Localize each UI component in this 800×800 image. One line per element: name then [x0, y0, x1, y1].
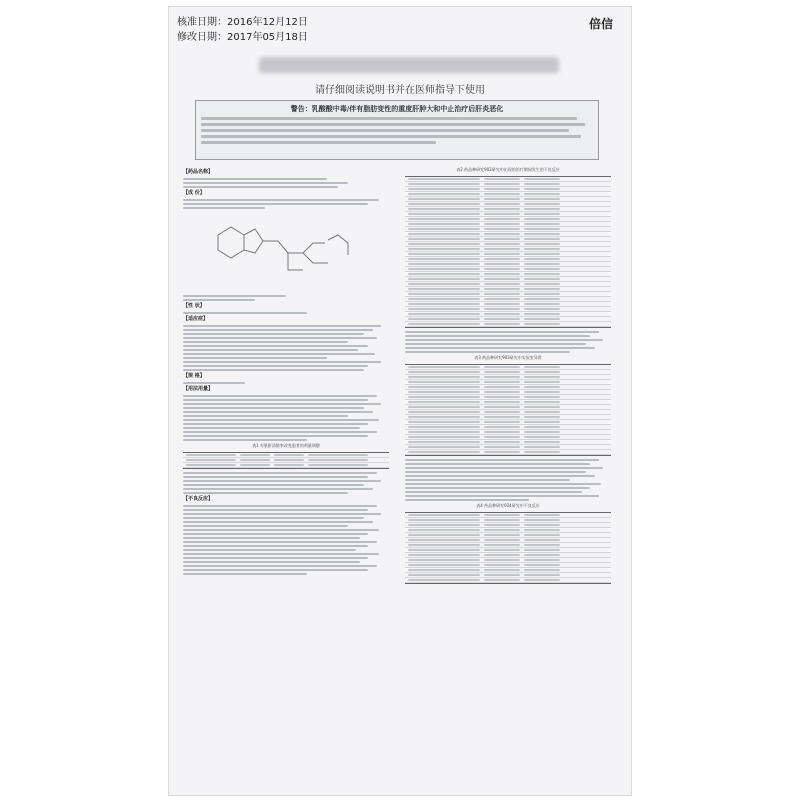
instructions-subtitle: 请仔细阅读说明书并在医师指导下使用	[315, 85, 485, 96]
chemical-structure-image	[203, 215, 353, 285]
section-heading: 【不良反应】	[183, 496, 214, 502]
study-934-table	[405, 512, 611, 584]
section-heading: 【性 状】	[183, 303, 205, 309]
approval-date: 核准日期：2016年12月12日	[177, 17, 308, 28]
table-row	[405, 578, 611, 583]
section-heading: 【适应症】	[183, 316, 209, 322]
warning-title: 警告：乳酸酸中毒/伴有脂肪变性的重度肝肿大和中止治疗后肝炎恶化	[290, 105, 504, 113]
table-row	[405, 450, 611, 455]
table-caption: 表1 对肌酐清除率改变患者的剂量调整	[252, 443, 320, 448]
table-caption: 表3 药品种研究903研究中实验室异常	[474, 355, 542, 360]
dose-table	[183, 452, 389, 469]
table-caption: 表4 药品种研究934研究中不良反应	[476, 503, 540, 508]
section-heading: 【用法用量】	[183, 386, 214, 392]
brand-logo: 倍信	[588, 17, 613, 31]
leaflet-sheet	[168, 6, 632, 796]
adverse-events-table	[405, 176, 611, 328]
warning-box	[195, 100, 599, 160]
lab-abnormalities-table	[405, 364, 611, 456]
left-column	[183, 167, 389, 577]
section-heading: 【药品名称】	[183, 169, 214, 175]
right-column	[405, 167, 611, 587]
section-heading: 【成 份】	[183, 190, 205, 196]
section-heading: 【规 格】	[183, 373, 205, 379]
blurred-product-name	[259, 57, 559, 73]
revision-date: 修改日期：2017年05月18日	[177, 32, 308, 43]
table-row	[405, 322, 611, 327]
table-caption: 表2 药品种研究903研究中出现的治疗期间发生的不良反应	[456, 167, 560, 172]
header-dates	[177, 15, 308, 45]
